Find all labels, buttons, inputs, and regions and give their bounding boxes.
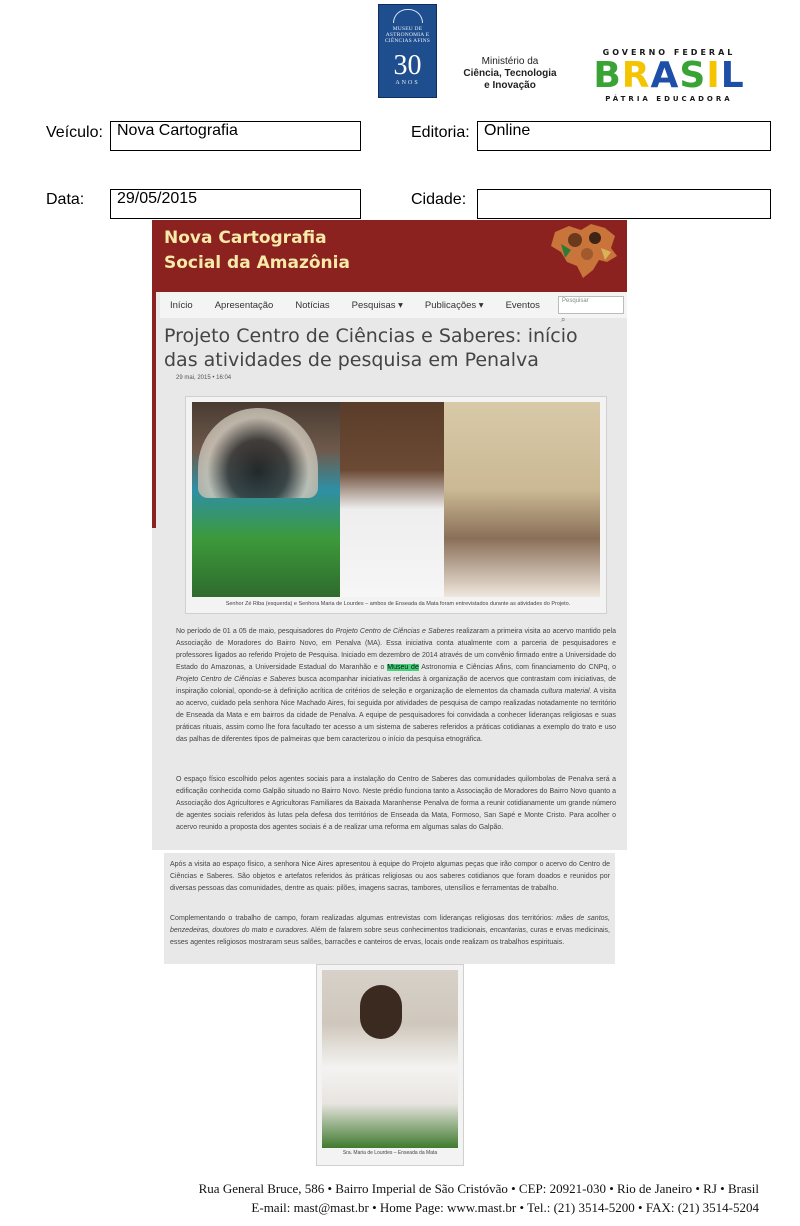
veiculo-label: Veículo:: [46, 124, 103, 141]
photo-maria-de-lourdes: [340, 402, 444, 597]
ministry-logo: [450, 56, 570, 98]
ministry-line-2: Ciência, Tecnologia: [463, 68, 557, 79]
site-title-line-1: Nova Cartografia: [164, 228, 327, 248]
footer-address: Rua General Bruce, 586 • Bairro Imperial de São Cristóvão • CEP: 20921-030 • Rio de Janeiro • RJ • Brasil: [198, 1181, 759, 1196]
paragraph-2: O espaço físico escolhido pelos agentes sociais para a instalação do Centro de Saberes das comunidades quilombolas de Penalva será a edificação conhecida como Galpão situado no Bairro Novo. Neste prédio funciona tanto a Associação de Moradores do Bairro Novo quanto a Associação dos Agricultores e Agricultoras Familiares da Baixada Maranhense Penalva de forma a reunir cotidianamente um grande número de agentes sociais referidos às lutas pela defesa dos territórios de Enseada da Mata, Formoso, San Sapé e Monte Cristo. Para acolher o acervo reunido a proposta dos agentes sociais é a de realizar uma reforma em algumas salas do Galpão.: [176, 776, 616, 831]
search-icon[interactable]: ⌕: [561, 315, 566, 324]
mast-logo-text: MUSEU DE ASTRONOMIA E CIÊNCIAS AFINS: [384, 26, 431, 44]
gov-logo-bottom: PÁTRIA EDUCADORA: [605, 95, 733, 103]
nav-publicacoes[interactable]: Publicações ▾: [424, 299, 484, 311]
article-continuation: [164, 853, 615, 964]
governo-federal-logo: [585, 48, 753, 104]
paragraph-1: No período de 01 a 05 de maio, pesquisadores do Projeto Centro de Ciências e Saberes realizaram a primeira visita ao acervo mantido pela Associação de Moradores do Bairro Novo, em Penalva (MA). Essa iniciativa conta atualmente com a parceria de pesquisadores e professores ligados ao referido Projeto de Pesquisa. Iniciado em dezembro de 2014 através de um convênio firmado entre a Universidade do Estado do Amazonas, a Universidade Estadual do Maranhão e o Museu de Astronomia e Ciências Afins, com financiamento do CNPq, o Projeto Centro de Ciências e Saberes busca acompanhar iniciativas referidas à organização de acervos que contrastam com iniciativas, de inspiração colonial, opondo-se à definição acrítica de critérios de seleção e organização de elementos da chamada cultura material. A visita ao acervo, cuidado pela senhora Nice Machado Aires, foi seguida por atividades de pesquisa de campo realizadas notadamente no território de Enseada da Mata e em bairros da cidade de Penalva. A equipe de pesquisadores foi convidada a conhecer lideranças religiosas e suas práticas rituais, assim como lhe fora facultado ter acesso a um sistema de saberes referidos a práticas cotidianas a exemplo do trato e uso das palhas de diferentes tipos de palmeiras que bem caracterizou o início da pesquisa etnográfica.: [176, 628, 617, 743]
nav-pesquisas[interactable]: Pesquisas ▾: [351, 299, 403, 311]
site-title-line-2: Social da Amazônia: [164, 253, 350, 273]
nav-eventos[interactable]: Eventos: [505, 299, 540, 311]
paragraph-4: Complementando o trabalho de campo, foram realizadas algumas entrevistas com lideranças religiosas dos territórios: mães de santos, benzedeiras, doutores do mato e curadores. Além de falarem sobre seus conhecimentos tradicionais, encantarias, curas e ervas medicinais, esses agentes religiosos mostraram seus salões, barracões e canteiros de ervas, locais onde realizam os trabalhos espirituais.: [170, 915, 610, 946]
post-title: Projeto Centro de Ciências e Saberes: início das atividades de pesquisa em Penalva: [164, 325, 578, 371]
paragraph-3: Após a visita ao espaço físico, a senhora Nice Aires apresentou à equipe do Projeto algumas peças que irão compor o acervo do Centro de Ciências e Saberes. São objetos e artefatos referidos às práticas religiosas ou aos saberes cotidianos que foram doados e reunidos por diversas pessoas das comunidades, dentre as quais: pilões, imagens sacras, tambores, utensílios e ferramentas de trabalho.: [170, 861, 610, 892]
ministry-line-1: Ministério da: [481, 56, 539, 67]
data-label: Data:: [46, 191, 85, 208]
photo2-figure: [360, 985, 402, 1039]
data-field[interactable]: 29/05/2015: [110, 189, 361, 219]
nav-noticias[interactable]: Notícias: [295, 299, 330, 311]
amazon-map-icon: [547, 222, 621, 280]
mast-logo-anos: ANOS: [395, 80, 420, 86]
photo-caption: Senhor Zé Riba (esquerda) e Senhora Maria de Lourdes – ambos de Enseada da Mata foram entrevistados durante as atividades do Projeto.: [225, 601, 571, 607]
site-banner: [152, 220, 627, 292]
site-title: [164, 226, 350, 276]
post-date: 29 mai, 2015 • 16:04: [176, 375, 232, 381]
highlighted-text: Museu de: [387, 664, 419, 671]
editoria-label: Editoria:: [411, 124, 470, 141]
photo-altar: [444, 402, 600, 597]
mast-30-anos-logo: [378, 4, 437, 98]
website-clipping: [152, 220, 627, 850]
nav-inicio[interactable]: Início: [170, 299, 193, 311]
footer-contact: E-mail: mast@mast.br • Home Page: www.mast.br • Tel.: (21) 3514-5200 • FAX: (21) 3514-5204: [251, 1200, 759, 1215]
site-left-edge: [152, 292, 156, 528]
cidade-label: Cidade:: [411, 191, 467, 208]
photo2-caption: Sra. Maria de Lourdes – Enseada da Mata: [342, 1150, 438, 1156]
site-nav: [160, 292, 627, 324]
gov-logo-word: BRASIL: [593, 55, 745, 96]
observatory-dome-icon: [393, 9, 423, 23]
mast-logo-number: 30: [393, 50, 422, 81]
cidade-field[interactable]: [477, 189, 771, 219]
editoria-field[interactable]: Online: [477, 121, 771, 151]
search-input[interactable]: Pesquisar: [558, 296, 624, 314]
nav-apresentacao[interactable]: Apresentação: [214, 299, 274, 311]
veiculo-field[interactable]: Nova Cartografia: [110, 121, 361, 151]
ministry-line-3: e Inovação: [484, 80, 536, 91]
gov-logo-top: GOVERNO FEDERAL: [602, 48, 736, 57]
